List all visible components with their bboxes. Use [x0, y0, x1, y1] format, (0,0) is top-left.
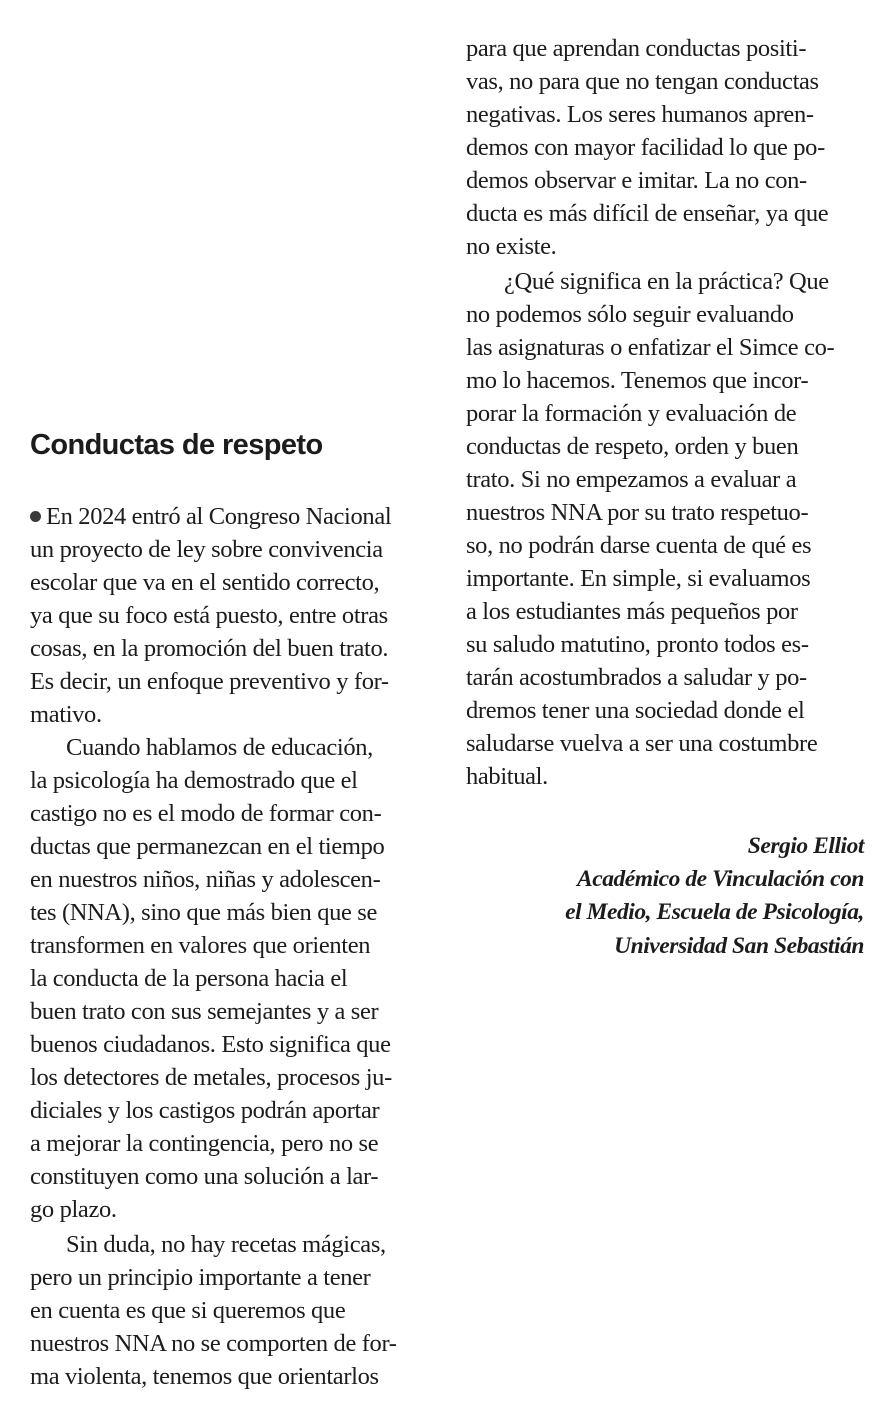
- text-line: buenos ciudadanos. Esto significa que: [30, 1031, 391, 1058]
- author-role: el Medio, Escuela de Psicología,: [565, 899, 864, 926]
- text-line: ducta es más difícil de enseñar, ya que: [466, 200, 829, 227]
- text-line: transformen en valores que orienten: [30, 932, 371, 959]
- text-line: saludarse vuelva a ser una costumbre: [466, 730, 818, 757]
- author-institution: Universidad San Sebastián: [614, 932, 864, 959]
- text-line: dremos tener una sociedad donde el: [466, 697, 805, 724]
- text-line: para que aprendan conductas positi-: [466, 35, 807, 62]
- text-line: buen trato con sus semejantes y a ser: [30, 998, 379, 1025]
- text-line: en cuenta es que si queremos que: [30, 1297, 346, 1324]
- text-line: go plazo.: [30, 1196, 117, 1223]
- text-line: la conducta de la persona hacia el: [30, 965, 348, 992]
- text-line: demos observar e imitar. La no con-: [466, 167, 807, 194]
- text-line: un proyecto de ley sobre convivencia: [30, 536, 383, 563]
- text-line: su saludo matutino, pronto todos es-: [466, 631, 809, 658]
- text-line: a los estudiantes más pequeños por: [466, 598, 798, 625]
- text-line: importante. En simple, si evaluamos: [466, 565, 811, 592]
- text-line: demos con mayor facilidad lo que po-: [466, 134, 825, 161]
- text-line: so, no podrán darse cuenta de qué es: [466, 532, 812, 559]
- text-line: mo lo hacemos. Tenemos que incor-: [466, 367, 809, 394]
- text-line: tes (NNA), sino que más bien que se: [30, 899, 378, 926]
- author-role: Académico de Vinculación con: [576, 866, 864, 893]
- text-line: ya que su foco está puesto, entre otras: [30, 602, 388, 629]
- text-line: mativo.: [30, 701, 102, 728]
- text-line: ma violenta, tenemos que orientarlos: [30, 1363, 379, 1390]
- text-line: constituyen como una solución a lar-: [30, 1163, 379, 1190]
- text-line: Cuando hablamos de educación,: [66, 734, 373, 761]
- text-line: Es decir, un enfoque preventivo y for-: [30, 668, 389, 695]
- author-name: Sergio Elliot: [747, 833, 864, 859]
- text-line: tarán acostumbrados a saludar y po-: [466, 664, 807, 691]
- text-line: nuestros NNA por su trato respetuo-: [466, 499, 809, 526]
- author-signature: [565, 830, 864, 963]
- text-line: habitual.: [466, 763, 548, 790]
- text-line: diciales y los castigos podrán aportar: [30, 1097, 380, 1124]
- text-line: escolar que va en el sentido correcto,: [30, 569, 380, 596]
- text-line: castigo no es el modo de formar con-: [30, 800, 382, 827]
- text-line: no podemos sólo seguir evaluando: [466, 301, 794, 328]
- text-line: pero un principio importante a tener: [30, 1264, 371, 1291]
- text-line: nuestros NNA no se comporten de for-: [30, 1330, 397, 1357]
- text-line: cosas, en la promoción del buen trato.: [30, 635, 389, 662]
- article-headline: Conductas de respeto: [30, 429, 323, 461]
- text-line: Sin duda, no hay recetas mágicas,: [66, 1231, 386, 1258]
- text-line: en nuestros niños, niñas y adolescen-: [30, 866, 381, 893]
- text-line: las asignaturas o enfatizar el Simce co-: [466, 334, 835, 361]
- text-line: no existe.: [466, 233, 557, 260]
- text-line: la psicología ha demostrado que el: [30, 767, 358, 794]
- text-line: trato. Si no empezamos a evaluar a: [466, 466, 797, 493]
- text-line: conductas de respeto, orden y buen: [466, 433, 799, 460]
- text-line: vas, no para que no tengan conductas: [466, 68, 819, 95]
- text-line: ductas que permanezcan en el tiempo: [30, 833, 385, 860]
- text-line: negativas. Los seres humanos apren-: [466, 101, 814, 128]
- bullet-icon: [30, 511, 41, 522]
- text-line: porar la formación y evaluación de: [466, 400, 797, 427]
- text-line: ¿Qué significa en la práctica? Que: [504, 268, 829, 295]
- text-line: los detectores de metales, procesos ju-: [30, 1064, 392, 1091]
- text-line: a mejorar la contingencia, pero no se: [30, 1130, 379, 1157]
- text-line: En 2024 entró al Congreso Nacional: [30, 500, 391, 533]
